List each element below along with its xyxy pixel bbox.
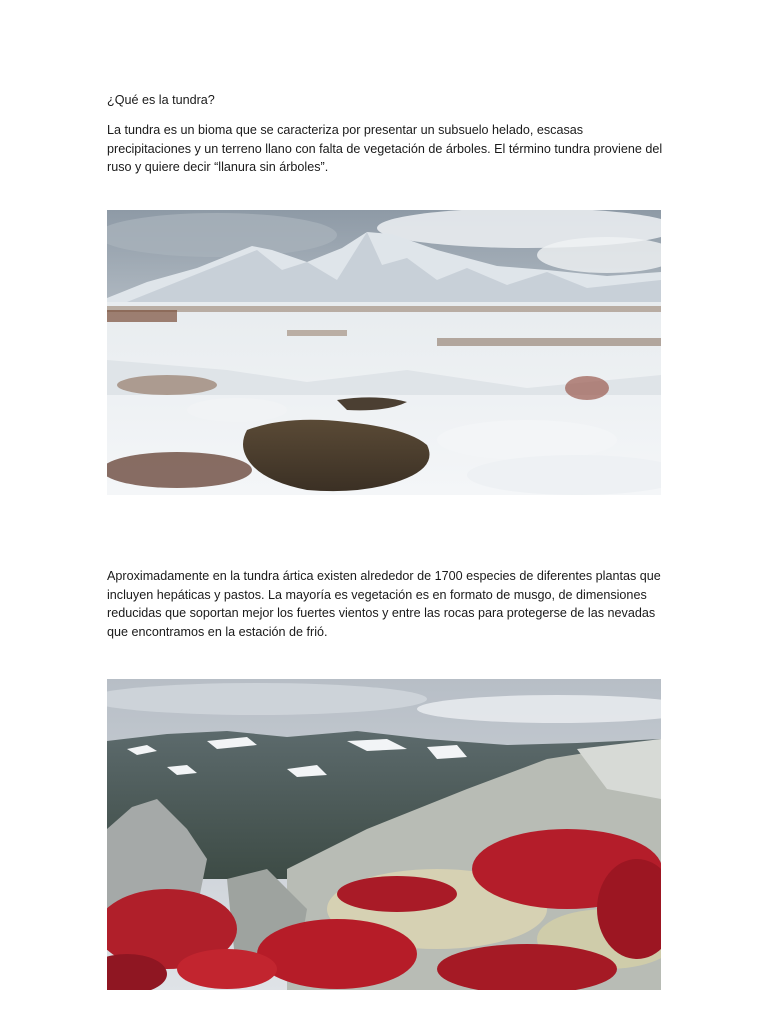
section-heading: ¿Qué es la tundra? <box>107 93 215 107</box>
paragraph-tundra-vegetation: Aproximadamente en la tundra ártica existen alrededor de 1700 especies de diferentes plantas que incluyen hepáticas y pastos. La mayoría es vegetación es en formato de musgo, de dimensiones reducidas que soportan mejor los fuertes vientos y entre las rocas para protegerse de las nevadas que encontramos en la estación de frió. <box>107 569 661 639</box>
paragraph-tundra-definition: La tundra es un bioma que se caracteriza por presentar un subsuelo helado, escasas precipitaciones y un terreno llano con falta de vegetación de árboles. El término tundra proviene del ruso y quiere decir “llanura sin árboles”. <box>107 123 663 174</box>
alpine-tundra-red-plants-photo <box>107 679 661 990</box>
snowy-tundra-photo <box>107 210 661 495</box>
